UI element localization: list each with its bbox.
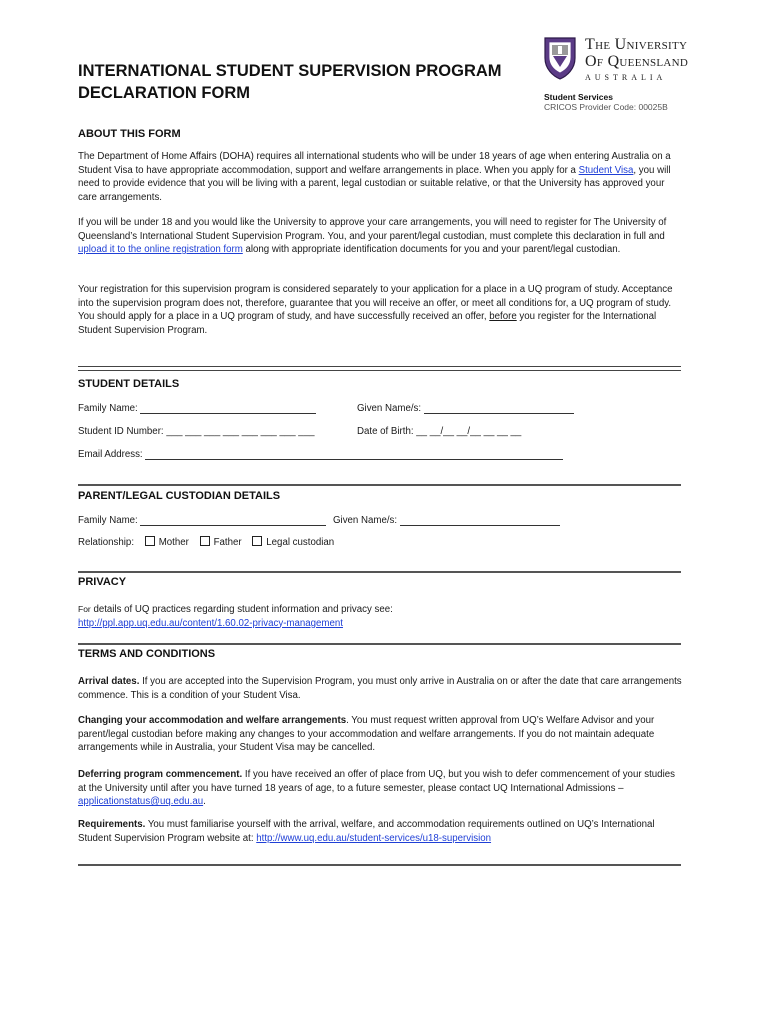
legal-custodian-checkbox[interactable]	[252, 536, 262, 546]
about-heading: ABOUT THIS FORM	[78, 128, 181, 140]
privacy-policy-link[interactable]: http://ppl.app.uq.edu.au/content/1.60.02-privacy-management	[78, 617, 343, 629]
application-status-email-link[interactable]: applicationstatus@uq.edu.au	[78, 796, 204, 807]
requirements-text: You must familiarise yourself with the arrival, welfare, and accommodation requirements outlined on UQ’s International Student Supervision Program website at:	[78, 819, 655, 844]
father-checkbox[interactable]	[200, 536, 210, 546]
deferring-text: If you have received an offer of place from UQ, but you wish to defer commencement of your studies at the University until after you have turned 18 years of age, to a future semester, please contact UQ International Admissions –	[78, 769, 675, 794]
student-visa-link[interactable]: Student Visa	[578, 164, 634, 176]
about-paragraph-2	[78, 216, 684, 257]
student-id-label: Student ID Number:	[78, 426, 164, 437]
relationship-label: Relationship:	[78, 537, 135, 548]
section-divider	[78, 484, 681, 486]
dob-label: Date of Birth:	[357, 426, 414, 437]
student-given-names-input[interactable]	[424, 402, 574, 414]
parent-family-name-field[interactable]	[78, 514, 326, 526]
student-id-input[interactable]: ___ ___ ___ ___ ___ ___ ___ ___	[166, 426, 315, 437]
terms-heading: TERMS AND CONDITIONS	[78, 648, 216, 660]
privacy-text: details of UQ practices regarding student information and privacy see:	[90, 604, 393, 615]
privacy-heading: PRIVACY	[78, 576, 127, 588]
logo-wordmark	[585, 36, 688, 82]
about-paragraph-3	[78, 283, 684, 337]
page-title	[78, 60, 508, 104]
deferring-title: Deferring program commencement.	[78, 769, 243, 780]
crest-icon	[541, 36, 579, 80]
about-p1-text-a: The Department of Home Affairs (DOHA) requires all international students who will be under 18 years of age when entering Australia on a Student Visa to have appropriate accommodation, support and welfare arrangements in place. When you apply for a	[78, 151, 671, 176]
org-unit: Student Services	[544, 92, 613, 102]
parent-given-names-label: Given Name/s:	[333, 515, 398, 526]
changing-title: Changing your accommodation and welfare arrangements	[78, 715, 347, 726]
logo-line-1: The University	[585, 36, 688, 53]
privacy-text-for: For	[78, 604, 91, 614]
parent-family-name-input[interactable]	[140, 514, 326, 526]
dob-input[interactable]: __ __/__ __/__ __ __ __	[416, 426, 522, 437]
about-p3-underlined: before	[489, 311, 517, 322]
arrival-title: Arrival dates.	[78, 676, 140, 687]
section-divider	[78, 366, 681, 371]
student-family-name-input[interactable]	[140, 402, 316, 414]
cricos-code: CRICOS Provider Code: 00025B	[544, 102, 668, 112]
section-divider	[78, 643, 681, 645]
relationship-field	[78, 536, 334, 548]
legal-custodian-label: Legal custodian	[266, 537, 335, 548]
university-logo	[541, 36, 711, 86]
student-family-name-field[interactable]	[78, 402, 316, 414]
student-id-field[interactable]	[78, 426, 314, 437]
terms-requirements-paragraph	[78, 818, 684, 845]
student-family-name-label: Family Name:	[78, 403, 138, 414]
about-p1-text-b: , you will need to provide evidence that you will be living with a parent, legal custodian or suitable relative, or that the University has approved your care arrangements.	[78, 164, 671, 203]
requirements-title: Requirements.	[78, 819, 146, 830]
logo-line-2: Of Queensland	[585, 53, 689, 70]
about-p2-text-a: If you will be under 18 and you would like the University to approve your care arrangements, you will need to register for The University of Queensland’s International Student Supervision Program. You, and your parent/legal custodian, must complete this declaration in full and	[78, 217, 667, 242]
privacy-paragraph	[78, 603, 684, 630]
org-block	[544, 92, 668, 112]
mother-label: Mother	[158, 537, 189, 548]
changing-text: . You must request written approval from UQ’s Welfare Advisor and your parent/legal custodian before making any changes to your accommodation and welfare arrangements. If you do not maintain adequate arrangements while in Australia, your Student Visa may be cancelled.	[78, 715, 655, 753]
student-given-names-label: Given Name/s:	[357, 403, 422, 414]
terms-deferring-paragraph	[78, 768, 684, 809]
deferring-end: .	[203, 796, 206, 807]
title-line-2: DECLARATION FORM	[78, 84, 251, 102]
parent-given-names-field[interactable]	[333, 514, 560, 526]
upload-form-link[interactable]: upload it to the online registration form	[78, 244, 243, 255]
section-divider	[78, 571, 681, 573]
email-label: Email Address:	[78, 449, 143, 460]
about-p2-text-b: along with appropriate identification documents for you and your parent/legal custodian.	[242, 244, 621, 255]
mother-checkbox[interactable]	[145, 536, 155, 546]
terms-arrival-paragraph	[78, 675, 684, 702]
dob-field[interactable]	[357, 426, 521, 437]
parent-given-names-input[interactable]	[400, 514, 560, 526]
parent-details-heading: PARENT/LEGAL CUSTODIAN DETAILS	[78, 490, 281, 502]
student-details-heading: STUDENT DETAILS	[78, 378, 180, 390]
about-p3-text-b: you register for the International Student Supervision Program.	[78, 311, 657, 336]
about-paragraph-1	[78, 150, 684, 204]
supervision-website-link[interactable]: http://www.uq.edu.au/student-services/u18-supervision	[256, 832, 492, 844]
section-divider	[78, 864, 681, 866]
student-given-names-field[interactable]	[357, 402, 574, 414]
father-label: Father	[213, 537, 242, 548]
terms-changing-paragraph	[78, 714, 684, 755]
email-field[interactable]	[78, 448, 563, 460]
logo-line-3: AUSTRALIA	[585, 73, 667, 82]
title-line-1: INTERNATIONAL STUDENT SUPERVISION PROGRAM	[78, 62, 502, 80]
arrival-text: If you are accepted into the Supervision Program, you must only arrive in Australia on or after the date that care arrangements commence. This is a condition of your Student Visa.	[78, 676, 682, 701]
email-input[interactable]	[145, 448, 563, 460]
about-p3-text-a: Your registration for this supervision program is considered separately to your application for a place in a UQ program of study. Acceptance into the supervision program does not, therefore, guarantee that you will receive an offer, or meet all conditions for, a UQ program of study. You should apply for a place in a UQ program of study, and have successfully received an offer,	[78, 284, 673, 322]
parent-family-name-label: Family Name:	[78, 515, 138, 526]
